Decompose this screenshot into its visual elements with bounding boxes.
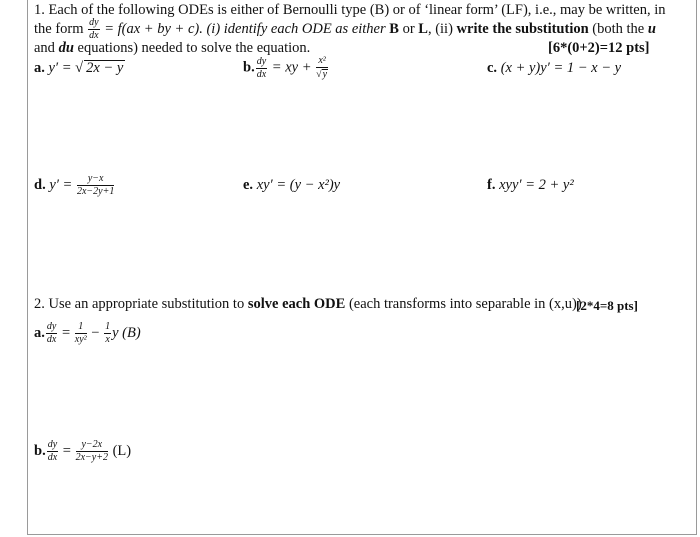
q1-item-d: d. y′ = $\frac{y-x}{2x-2y+1}$: [34, 173, 115, 197]
q1-item-a: a. y′ = √ 2x − y: [34, 60, 124, 76]
q1-line-2: the form $\frac{dy}{dx}$ = f(ax + by + c). (i) identify each ODE as either B or L, (ii) write the substitution (both the u: [34, 17, 656, 41]
q1-points: [6*(0+2)=12 pts]: [548, 40, 650, 56]
q2-line-1: 2. Use an appropriate substitution to solve each ODE (each transforms into separable in (x,u)): [34, 296, 582, 312]
q1-line-3: and du equations) needed to solve the equation.: [34, 40, 311, 56]
q2-item-a: a. $\frac{dy}{dx}$ = $\frac{1}{\text{xy²}}$ − $\frac{1}{x}$ y (B): [34, 321, 141, 345]
q1-item-e: e. xy′ = (y − x²)y: [243, 177, 341, 193]
q1-line-1: 1. Each of the following ODEs is either of Bernoulli type (B) or of ‘linear form’ (LF), i.e., may be written, in: [34, 2, 666, 18]
q1-item-c: c. (x + y)y′ = 1 − x − y: [487, 60, 622, 76]
q2-points: [2*4=8 pts]: [576, 298, 638, 313]
dy-dx-fraction: $\frac{dy}{dx}$: [89, 17, 99, 41]
q2-item-b: b. $\frac{dy}{dx}$ = $\frac{y-2x}{2x-y+2}$ (L): [34, 439, 132, 463]
q1-item-b: b. $\frac{dy}{dx}$ = xy + $\frac{\text{x²}}{√y}$: [243, 55, 328, 80]
q1-item-f: f. xyy′ = 2 + y²: [487, 177, 574, 193]
